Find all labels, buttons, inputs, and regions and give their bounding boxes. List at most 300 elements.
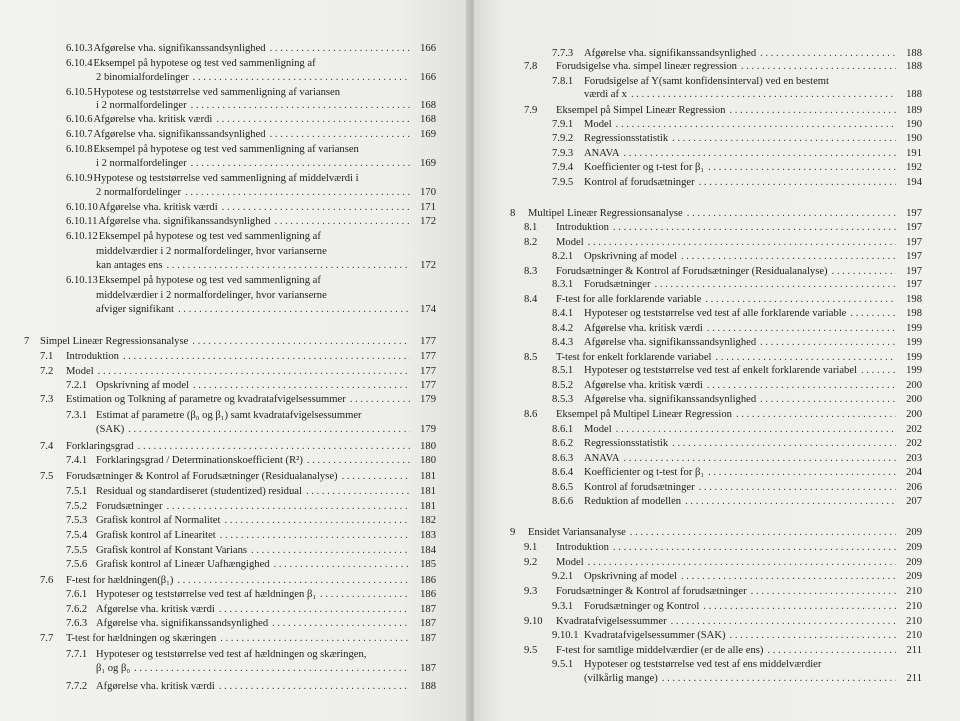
leader-dots	[687, 207, 896, 220]
toc-entry	[524, 644, 922, 657]
toc-entry	[96, 186, 436, 199]
toc-entry	[96, 662, 436, 675]
toc-page-number: 168	[420, 100, 436, 111]
toc-number: 8.6	[524, 409, 538, 420]
toc-entry	[96, 245, 436, 258]
leader-dots	[616, 423, 896, 436]
toc-number: 7.3.1	[66, 410, 88, 421]
toc-number: 8.4	[524, 294, 538, 305]
toc-page-number: 209	[906, 542, 922, 553]
toc-entry	[40, 393, 436, 406]
leader-dots	[624, 147, 896, 160]
leader-dots	[699, 481, 896, 494]
toc-title: Afgørelse vha. signifikanssandsynlighed	[93, 129, 266, 140]
toc-number: 8.5.2	[552, 380, 574, 391]
toc-page-number: 199	[906, 337, 922, 348]
toc-page-number: 192	[906, 162, 922, 173]
toc-number: 6.10.8	[66, 144, 93, 155]
toc-page-number: 197	[906, 251, 922, 262]
toc-number: 6.10.12	[66, 231, 98, 242]
toc-page-number: 177	[420, 366, 436, 377]
toc-page-number: 187	[420, 663, 436, 674]
toc-entry	[524, 104, 922, 117]
toc-page-number: 181	[420, 471, 436, 482]
toc-page-number: 169	[420, 129, 436, 140]
leader-dots	[191, 157, 410, 170]
toc-title: Forudsætninger & Kontrol af forudsætninger	[556, 586, 747, 597]
toc-number: 6.10.11	[66, 216, 98, 227]
toc-number: 8.3.1	[552, 279, 574, 290]
toc-number: 7.5.4	[66, 530, 88, 541]
leader-dots	[708, 466, 896, 479]
toc-title: middelværdier i 2 normalfordelinger, hvor varianserne	[96, 290, 327, 301]
toc-entry	[524, 541, 922, 554]
leader-dots	[730, 629, 896, 642]
toc-entry	[552, 466, 922, 479]
leader-dots	[708, 161, 896, 174]
leader-dots	[251, 544, 410, 557]
leader-dots	[306, 485, 410, 498]
leader-dots	[616, 118, 896, 131]
toc-entry	[96, 259, 436, 272]
toc-entry	[66, 409, 436, 422]
toc-number: 6.10.6	[66, 114, 93, 125]
toc-page-number: 187	[420, 618, 436, 629]
toc-number: 7.5	[40, 471, 54, 482]
toc-page-number: 174	[420, 304, 436, 315]
toc-entry	[66, 529, 436, 542]
toc-title: Regressionsstatistik	[584, 438, 669, 449]
toc-entry	[66, 603, 436, 616]
toc-number: 7.9.1	[552, 119, 574, 130]
toc-page-number: 200	[906, 409, 922, 420]
toc-title: Afgørelse vha. signifikanssandsynlighed	[584, 337, 757, 348]
toc-entry	[96, 303, 436, 316]
toc-page-number: 209	[906, 571, 922, 582]
toc-number: 7.1	[40, 351, 54, 362]
toc-title: Grafisk kontrol af Normalitet	[96, 515, 221, 526]
toc-entry	[66, 454, 436, 467]
toc-entry	[96, 99, 436, 112]
toc-title: Afgørelse vha. signifikanssandsynlighed	[584, 48, 757, 59]
toc-number: 7.7.3	[552, 48, 574, 59]
leader-dots	[624, 452, 896, 465]
leader-dots	[850, 307, 896, 320]
toc-title: Afgørelse vha. kritisk værdi	[93, 114, 213, 125]
toc-entry	[524, 615, 922, 628]
toc-title: Model	[584, 119, 612, 130]
toc-number: 7.9.2	[552, 133, 574, 144]
toc-number: 8.6.6	[552, 496, 574, 507]
toc-entry	[584, 88, 922, 101]
leader-dots	[219, 680, 410, 693]
toc-title: (SAK)	[96, 424, 125, 435]
leader-dots	[736, 408, 896, 421]
leader-dots	[224, 514, 410, 527]
toc-page-number: 191	[906, 148, 922, 159]
toc-page-number: 200	[906, 380, 922, 391]
toc-entry	[524, 585, 922, 598]
toc-page-number: 171	[420, 202, 436, 213]
toc-title: Grafisk kontrol af Linearitet	[96, 530, 216, 541]
toc-entry	[524, 236, 922, 249]
leader-dots	[707, 379, 896, 392]
leader-dots	[222, 201, 410, 214]
toc-entry	[552, 379, 922, 392]
toc-title: ANAVA	[584, 453, 620, 464]
toc-entry	[524, 221, 922, 234]
toc-title: Eksempel på Multipel Lineær Regression	[556, 409, 732, 420]
toc-number: 9.2	[524, 557, 538, 568]
toc-title: Afgørelse vha. kritisk værdi	[98, 202, 218, 213]
toc-title: Opskrivning af model	[96, 380, 189, 391]
toc-number: 7.7.1	[66, 649, 88, 660]
toc-title: Koefficienter og t-test for β₁	[584, 467, 705, 478]
toc-page-number: 172	[420, 260, 436, 271]
leader-dots	[703, 600, 896, 613]
toc-number: 7.5.5	[66, 545, 88, 556]
toc-page-number: 170	[420, 187, 436, 198]
leader-dots	[134, 662, 410, 675]
toc-number: 7.5.1	[66, 486, 88, 497]
toc-number: 7.9.4	[552, 162, 574, 173]
toc-title: i 2 normalfordelinger	[96, 100, 187, 111]
toc-entry	[24, 335, 436, 348]
toc-entry	[66, 680, 436, 693]
toc-title: Model	[556, 557, 584, 568]
toc-number: 9	[510, 527, 516, 538]
toc-number: 6.10.7	[66, 129, 93, 140]
toc-title: Hypoteser og teststørrelse ved test af ens middelværdier	[584, 659, 822, 670]
toc-page-number: 197	[906, 237, 922, 248]
toc-entry	[66, 86, 436, 99]
leader-dots	[760, 393, 896, 406]
toc-title: middelværdier i 2 normalfordelinger, hvor varianserne	[96, 246, 327, 257]
leader-dots	[672, 132, 896, 145]
toc-page-number: 210	[906, 616, 922, 627]
toc-page-number: 207	[906, 496, 922, 507]
leader-dots	[716, 351, 896, 364]
toc-entry	[552, 658, 922, 671]
toc-number: 7.6	[40, 575, 54, 586]
toc-entry	[524, 293, 922, 306]
toc-title: Kontrol af forudsætninger	[584, 177, 695, 188]
toc-entry	[66, 379, 436, 392]
toc-number: 8.5	[524, 352, 538, 363]
toc-title: (vilkårlig mange)	[584, 673, 658, 684]
leader-dots	[672, 437, 896, 450]
toc-number: 6.10.10	[66, 202, 98, 213]
leader-dots	[320, 588, 410, 601]
toc-entry	[552, 437, 922, 450]
toc-title: Forudsætninger & Kontrol af Forudsætninger (Residualanalyse)	[556, 266, 828, 277]
toc-title: Eksempel på hypotese og test ved sammenligning af variansen	[93, 144, 359, 155]
toc-title: Hypotese og teststørrelse ved sammenligning af variansen	[93, 87, 341, 98]
toc-title: Kontrol af forudsætninger	[584, 482, 695, 493]
toc-page-number: 181	[420, 501, 436, 512]
toc-entry	[552, 147, 922, 160]
toc-number: 7.5.2	[66, 501, 88, 512]
toc-page-number: 200	[906, 394, 922, 405]
leader-dots	[98, 365, 410, 378]
leader-dots	[123, 350, 410, 363]
toc-number: 8.2.1	[552, 251, 574, 262]
toc-entry	[552, 452, 922, 465]
toc-title: værdi af x	[584, 89, 627, 100]
leader-dots	[167, 500, 410, 513]
toc-number: 8	[510, 208, 516, 219]
toc-number: 8.4.3	[552, 337, 574, 348]
toc-title: Grafisk kontrol af Lineær Uafhængighed	[96, 559, 270, 570]
toc-page-number: 206	[906, 482, 922, 493]
toc-title: Afgørelse vha. kritisk værdi	[584, 323, 703, 334]
toc-page-number: 185	[420, 559, 436, 570]
toc-page-number: 189	[906, 105, 922, 116]
toc-title: F-test for samtlige middelværdier (er de alle ens)	[556, 645, 764, 656]
toc-number: 7.9.3	[552, 148, 574, 159]
toc-number: 8.6.5	[552, 482, 574, 493]
toc-number: 9.1	[524, 542, 538, 553]
toc-entry	[66, 514, 436, 527]
toc-page-number: 169	[420, 158, 436, 169]
toc-number: 7.9	[524, 105, 538, 116]
toc-page-number: 199	[906, 365, 922, 376]
toc-title: Hypotese og teststørrelse ved sammenligning af middelværdi i	[93, 173, 359, 184]
toc-title: F-test for hældningen(β₁)	[66, 575, 174, 586]
toc-title: Model	[556, 237, 584, 248]
leader-dots	[274, 558, 410, 571]
toc-page-number: 198	[906, 294, 922, 305]
toc-page-number: 181	[420, 486, 436, 497]
toc-number: 9.10.1	[552, 630, 579, 641]
toc-title: Afgørelse vha. signifikanssandsynlighed	[93, 43, 266, 54]
leader-dots	[705, 293, 896, 306]
toc-title: Kvadratafvigelsessummer	[556, 616, 667, 627]
leader-dots	[193, 379, 410, 392]
leader-dots	[219, 603, 410, 616]
toc-page-number: 186	[420, 589, 436, 600]
toc-entry	[66, 588, 436, 601]
toc-page-number: 210	[906, 601, 922, 612]
toc-title: Afgørelse vha. kritisk værdi	[96, 681, 215, 692]
toc-entry	[510, 526, 922, 539]
toc-title: Afgørelse vha. kritisk værdi	[584, 380, 703, 391]
toc-number: 7.3	[40, 394, 54, 405]
leader-dots	[631, 88, 896, 101]
leader-dots	[767, 644, 896, 657]
toc-page-number: 182	[420, 515, 436, 526]
leader-dots	[685, 495, 896, 508]
toc-title: Forudsætninger og Kontrol	[584, 601, 700, 612]
toc-number: 7.6.1	[66, 589, 88, 600]
toc-entry	[66, 544, 436, 557]
toc-entry	[552, 161, 922, 174]
toc-entry	[40, 574, 436, 587]
toc-number: 9.3	[524, 586, 538, 597]
toc-entry	[66, 617, 436, 630]
toc-page-number: 186	[420, 575, 436, 586]
leader-dots	[588, 556, 896, 569]
toc-number: 7.5.6	[66, 559, 88, 570]
leader-dots	[588, 236, 896, 249]
leader-dots	[275, 215, 410, 228]
toc-entry	[66, 57, 436, 70]
toc-number: 7.8	[524, 61, 538, 72]
toc-title: Eksempel på Simpel Lineær Regression	[556, 105, 726, 116]
toc-page-number: 177	[420, 336, 436, 347]
toc-page-number: 184	[420, 545, 436, 556]
leader-dots	[741, 60, 896, 73]
toc-page-number: 199	[906, 323, 922, 334]
toc-entry	[40, 350, 436, 363]
toc-entry	[66, 113, 436, 126]
toc-title: Introduktion	[556, 222, 609, 233]
toc-number: 8.6.4	[552, 467, 574, 478]
toc-page-number: 210	[906, 630, 922, 641]
leader-dots	[707, 322, 896, 335]
toc-page-number: 190	[906, 133, 922, 144]
toc-title: Afgørelse vha. kritisk værdi	[96, 604, 215, 615]
leader-dots	[699, 176, 896, 189]
toc-title: Forklaringsgrad	[66, 441, 134, 452]
toc-title: afviger signifikant	[96, 304, 174, 315]
toc-number: 7.4	[40, 441, 54, 452]
leader-dots	[307, 454, 410, 467]
toc-page-number: 179	[420, 424, 436, 435]
toc-number: 8.4.1	[552, 308, 574, 319]
toc-number: 7.4.1	[66, 455, 88, 466]
toc-title: T-test for hældningen og skæringen	[66, 633, 217, 644]
leader-dots	[350, 393, 410, 406]
toc-page-number: 209	[906, 557, 922, 568]
toc-title: Grafisk kontrol af Konstant Varians	[96, 545, 248, 556]
leader-dots	[128, 423, 410, 436]
leader-dots	[760, 47, 896, 60]
toc-entry	[96, 423, 436, 436]
toc-page-number: 177	[420, 351, 436, 362]
toc-title: Hypoteser og teststørrelse ved test af hældningen og skæringen,	[96, 649, 367, 660]
toc-page-number: 202	[906, 438, 922, 449]
toc-page-number: 172	[420, 216, 436, 227]
toc-entry	[552, 278, 922, 291]
toc-number: 8.5.1	[552, 365, 574, 376]
toc-number: 6.10.5	[66, 87, 93, 98]
toc-entry	[524, 351, 922, 364]
toc-title: Hypoteser og teststørrelse ved test af alle forklarende variable	[584, 308, 847, 319]
toc-page-number: 183	[420, 530, 436, 541]
toc-page-number: 166	[420, 43, 436, 54]
toc-entry	[66, 648, 436, 661]
toc-entry	[40, 470, 436, 483]
toc-page-number: 166	[420, 72, 436, 83]
toc-title: Koefficienter og t-test for β₁	[584, 162, 705, 173]
toc-page-number: 197	[906, 279, 922, 290]
leader-dots	[193, 71, 410, 84]
toc-number: 7.9.5	[552, 177, 574, 188]
toc-title: i 2 normalfordelinger	[96, 158, 187, 169]
toc-entry	[552, 570, 922, 583]
toc-page-number: 194	[906, 177, 922, 188]
toc-entry	[96, 157, 436, 170]
toc-number: 8.4.2	[552, 323, 574, 334]
toc-number: 7.8.1	[552, 76, 574, 87]
leader-dots	[138, 440, 410, 453]
toc-number: 7.7	[40, 633, 54, 644]
leader-dots	[220, 529, 410, 542]
toc-title: β₁ og β₀	[96, 663, 131, 674]
leader-dots	[760, 336, 896, 349]
toc-number: 9.5	[524, 645, 538, 656]
toc-entry	[552, 250, 922, 263]
toc-number: 7.5.3	[66, 515, 88, 526]
toc-title: F-test for alle forklarende variable	[556, 294, 702, 305]
toc-entry	[524, 556, 922, 569]
toc-title: Forudsigelse af Y(samt konfidensinterval) ved en bestemt	[584, 76, 829, 87]
toc-entry	[552, 629, 922, 642]
toc-number: 6.10.3	[66, 43, 93, 54]
toc-entry	[552, 495, 922, 508]
toc-page-number: 211	[906, 645, 922, 656]
toc-title: Hypoteser og teststørrelse ved test af enkelt forklarende variabel	[584, 365, 857, 376]
toc-number: 8.5.3	[552, 394, 574, 405]
leader-dots	[751, 585, 896, 598]
toc-title: Introduktion	[556, 542, 609, 553]
toc-entry	[552, 322, 922, 335]
toc-entry	[584, 672, 922, 685]
leader-dots	[861, 364, 896, 377]
toc-entry	[552, 132, 922, 145]
toc-title: Afgørelse vha. signifikanssandsynlighed	[584, 394, 757, 405]
leader-dots	[272, 617, 410, 630]
toc-title: Simpel Lineær Regressionsanalyse	[40, 336, 189, 347]
toc-entry	[552, 118, 922, 131]
toc-page-number: 197	[906, 222, 922, 233]
leader-dots	[166, 259, 410, 272]
toc-entry	[552, 176, 922, 189]
toc-title: Eksempel på hypotese og test ved sammenligning af	[93, 58, 316, 69]
leader-dots	[270, 42, 410, 55]
toc-entry	[552, 423, 922, 436]
toc-page-number: 197	[906, 208, 922, 219]
toc-title: Estimat af parametre (β₀ og β₁) samt kvadratafvigelsessummer	[96, 410, 362, 421]
toc-entry	[552, 600, 922, 613]
toc-title: T-test for enkelt forklarende variabel	[556, 352, 712, 363]
toc-page-number: 180	[420, 455, 436, 466]
toc-entry	[66, 172, 436, 185]
toc-number: 7.2.1	[66, 380, 88, 391]
toc-title: Residual og standardiseret (studentized) residual	[96, 486, 302, 497]
toc-entry	[66, 42, 436, 55]
toc-entry	[524, 408, 922, 421]
toc-entry	[66, 230, 436, 243]
leader-dots	[662, 672, 896, 685]
toc-entry	[510, 207, 922, 220]
leader-dots	[191, 99, 410, 112]
toc-entry	[66, 485, 436, 498]
toc-number: 8.1	[524, 222, 538, 233]
toc-title: Opskrivning af model	[584, 251, 677, 262]
toc-number: 7	[24, 336, 30, 347]
toc-entry	[66, 558, 436, 571]
toc-number: 9.2.1	[552, 571, 574, 582]
toc-number: 6.10.13	[66, 275, 98, 286]
toc-number: 7.7.2	[66, 681, 88, 692]
toc-title: Forudsætninger & Kontrol af Forudsætninger (Residualanalyse)	[66, 471, 338, 482]
leader-dots	[655, 278, 896, 291]
leader-dots	[613, 221, 896, 234]
toc-title: Forudsigelse vha. simpel lineær regression	[556, 61, 737, 72]
toc-page-number: 188	[906, 61, 922, 72]
